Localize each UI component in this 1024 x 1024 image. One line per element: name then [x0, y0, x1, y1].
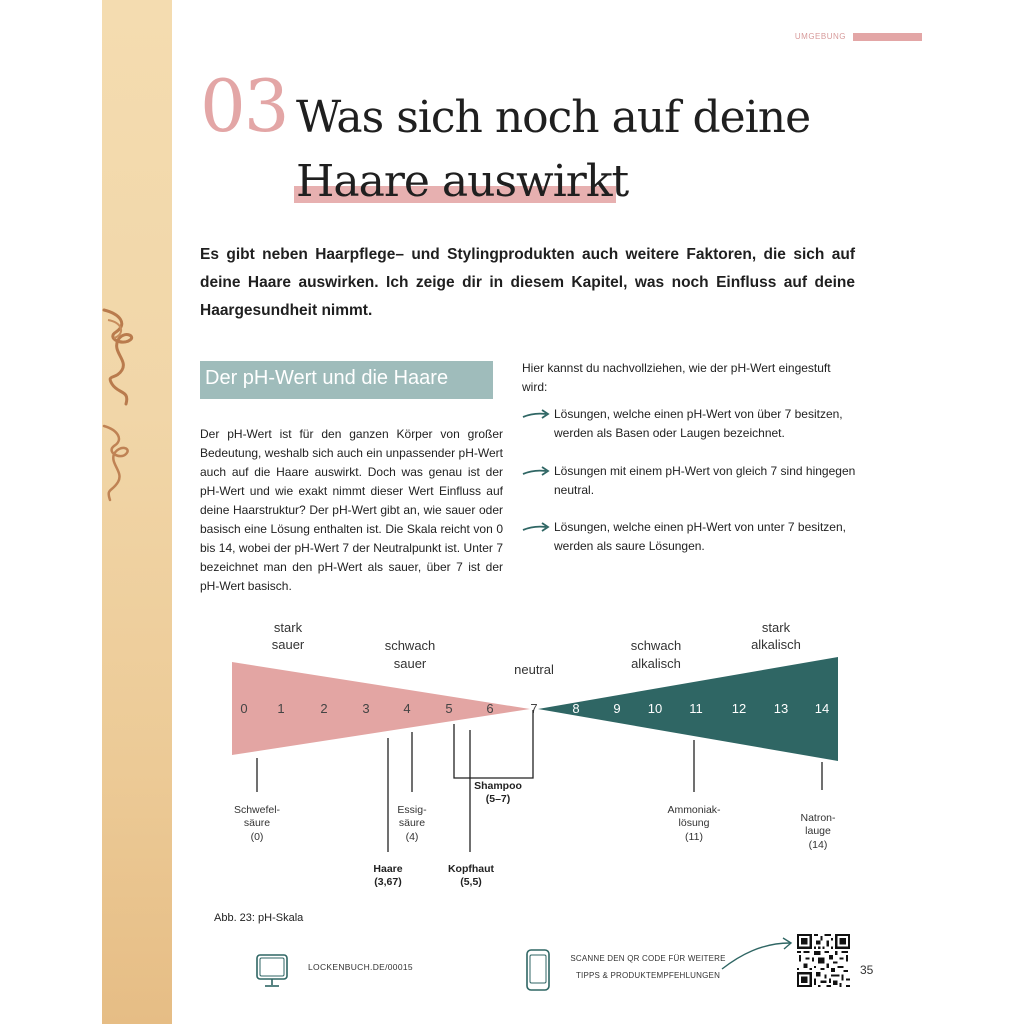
- zone-weak-acid-l2: sauer: [393, 656, 427, 671]
- annot-naoh-l1: Natron-: [800, 812, 836, 824]
- website-link[interactable]: LOCKENBUCH.DE/00015: [308, 962, 413, 972]
- body-paragraph: Der pH-Wert ist für den ganzen Körper von großer Bedeutung, weshalb sich auch ein unpassender pH-Wert auch auf die Haare auswirkt. Doch was genau ist der pH-Wert und wie exakt nimmt dieser Wert Einfluss auf deine Haarstruktur? Der pH-Wert gibt an, wie sauer oder basisch eine Lösung enthalten ist. Die Skala reicht von 0 bis 14, wobei der pH-Wert 7 der Neutralpunkt ist. Unter 7 bezeichnet man den pH-Wert als sauer, über 7 ist der pH-Wert basisch.: [200, 427, 503, 593]
- ph-tick-2: 2: [320, 701, 328, 716]
- ph-tick-12: 12: [731, 701, 747, 716]
- chapter-number: 03: [200, 64, 288, 148]
- annot-scalp-l1: Kopfhaut: [447, 863, 495, 875]
- section-label: UMGEBUNG: [794, 32, 846, 41]
- zone-strong-base-l2: alkalisch: [751, 637, 801, 652]
- arrow-right-icon: [522, 464, 552, 478]
- ph-tick-14: 14: [814, 701, 830, 716]
- hair-curl-illustration-lower: [102, 420, 142, 510]
- qr-instruction-line2: TIPPS & PRODUKTEMPFEHLUNGEN: [575, 971, 721, 980]
- ph-tick-11: 11: [689, 701, 703, 716]
- qr-instruction: [563, 950, 733, 984]
- qr-code[interactable]: [797, 934, 850, 987]
- zone-neutral: neutral: [514, 662, 554, 677]
- page-margin: [0, 0, 102, 1024]
- bullet-acidic: [522, 518, 857, 556]
- base-wedge: [538, 657, 838, 761]
- ph-tick-7: 7: [530, 701, 538, 716]
- annot-shampoo-l2: (5–7): [485, 793, 511, 805]
- annot-acetic-l3: (4): [405, 831, 419, 843]
- annot-naoh-l2: lauge: [805, 825, 831, 837]
- bullet-text: Lösungen mit einem pH-Wert von gleich 7 sind hingegen neutral.: [554, 464, 856, 497]
- annot-hair-l1: Haare: [373, 863, 403, 875]
- chapter-title-line1: Was sich noch auf deine: [296, 92, 811, 143]
- intro-paragraph: Es gibt neben Haarpflege– und Stylingprodukten auch weitere Faktoren, die sich auf deine Haare auswirken. Ich zeige dir in diesem Kapitel, was noch Einfluss auf deine Haargesundheit nimmt.: [200, 246, 855, 319]
- ph-tick-6: 6: [486, 701, 494, 716]
- qr-instruction-line1: SCANNE DEN QR CODE FÜR WEITERE: [570, 954, 726, 963]
- section-heading: Der pH-Wert und die Haare: [205, 367, 449, 389]
- arrow-right-icon: [522, 520, 552, 534]
- bullet-text: Lösungen, welche einen pH-Wert von über 7 besitzen, werden als Basen oder Laugen bezeichnet.: [554, 407, 843, 440]
- zone-strong-base-l1: stark: [761, 620, 791, 635]
- smartphone-icon: [525, 948, 551, 992]
- annot-sulfuric-l1: Schwefel-: [233, 804, 281, 816]
- chapter-title-line2: Haare auswirkt: [296, 156, 629, 207]
- annot-hair-l2: (3,67): [374, 876, 402, 888]
- ph-tick-0: 0: [240, 701, 248, 716]
- annot-acetic-l1: Essig-: [397, 804, 427, 816]
- arrow-right-icon: [522, 407, 552, 421]
- annot-ammonia-l2: lösung: [678, 817, 710, 829]
- monitor-icon: [255, 953, 289, 989]
- zone-strong-acid-l1: stark: [273, 620, 303, 635]
- ph-tick-1: 1: [277, 701, 285, 716]
- classification-intro: Hier kannst du nachvollziehen, wie der pH-Wert eingestuft wird:: [522, 361, 831, 394]
- ph-tick-13: 13: [773, 701, 789, 716]
- ph-tick-5: 5: [445, 701, 453, 716]
- zone-strong-acid-l2: sauer: [271, 637, 305, 652]
- bullet-text: Lösungen, welche einen pH-Wert von unter 7 besitzen, werden als saure Lösungen.: [554, 520, 846, 553]
- ph-tick-9: 9: [613, 701, 621, 716]
- side-strip-image: [102, 0, 172, 1024]
- annot-naoh-l3: (14): [808, 839, 828, 851]
- ph-scale-diagram: [200, 610, 880, 900]
- ph-tick-8: 8: [572, 701, 580, 716]
- ph-tick-3: 3: [362, 701, 370, 716]
- ph-tick-4: 4: [403, 701, 411, 716]
- annot-sulfuric-l3: (0): [250, 831, 264, 843]
- annot-shampoo-l1: Shampoo: [474, 780, 522, 792]
- annot-ammonia-l1: Ammoniak-: [667, 804, 721, 816]
- hair-curl-illustration: [102, 300, 142, 420]
- bullet-neutral: [522, 462, 857, 500]
- bracket-shampoo: [454, 710, 533, 778]
- figure-caption: Abb. 23: pH-Skala: [214, 912, 304, 924]
- bullet-basic: [522, 405, 857, 443]
- page-number: 35: [860, 963, 874, 977]
- annot-sulfuric-l2: säure: [243, 817, 271, 829]
- annot-acetic-l2: säure: [398, 817, 426, 829]
- annot-scalp-l2: (5,5): [460, 876, 482, 888]
- annot-ammonia-l3: (11): [685, 831, 703, 843]
- section-label-bar: [853, 33, 922, 41]
- zone-weak-acid-l1: schwach: [384, 638, 436, 653]
- curved-arrow-icon: [720, 935, 800, 975]
- ph-tick-10: 10: [647, 701, 663, 716]
- zone-weak-base-l1: schwach: [630, 638, 682, 653]
- zone-weak-base-l2: alkalisch: [631, 656, 681, 671]
